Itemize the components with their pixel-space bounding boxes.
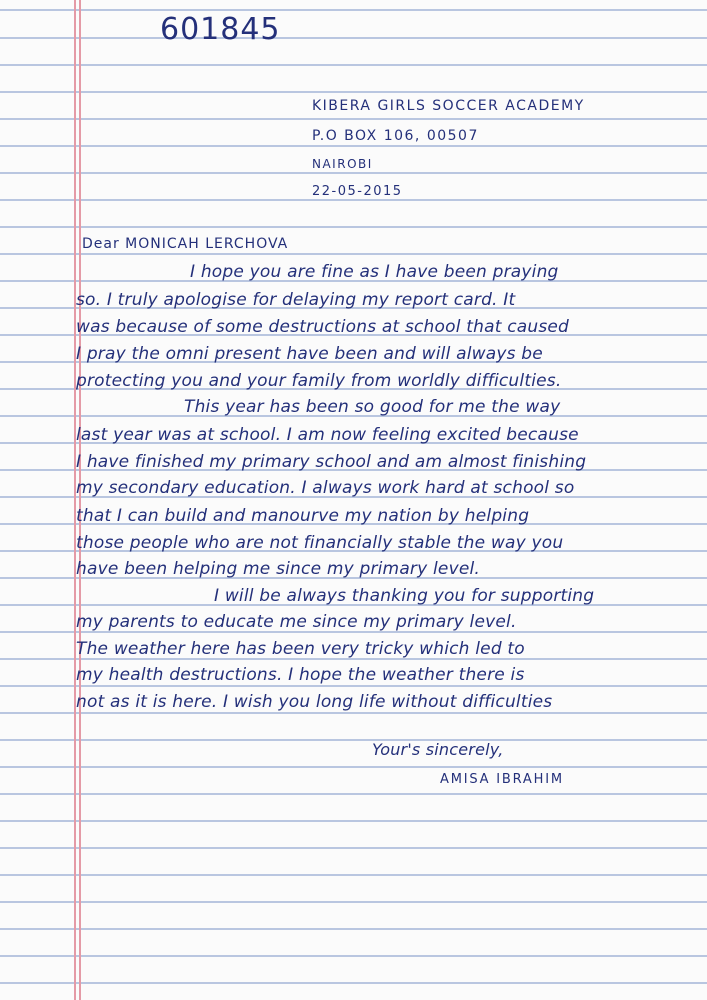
body-line: my parents to educate me since my primary level. [76, 612, 517, 632]
salutation: Dear MONICAH LERCHOVA [82, 236, 289, 252]
body-line: my health destructions. I hope the weather there is [76, 665, 525, 685]
body-line: last year was at school. I am now feeling excited because [76, 425, 579, 445]
body-line: so. I truly apologise for delaying my report card. It [76, 290, 516, 310]
body-line: I will be always thanking you for supporting [214, 586, 595, 606]
address-po-box: P.O BOX 106, 00507 [312, 128, 479, 144]
body-line: This year has been so good for me the way [184, 397, 561, 417]
body-line: my secondary education. I always work hard at school so [76, 478, 575, 498]
address-school-name: KIBERA GIRLS SOCCER ACADEMY [312, 98, 585, 114]
letter-date: 22-05-2015 [312, 184, 403, 199]
address-city: NAIROBI [312, 157, 373, 171]
body-line: those people who are not financially stable the way you [76, 533, 564, 553]
body-line: I hope you are fine as I have been praying [190, 262, 559, 282]
body-line: that I can build and manourve my nation by helping [76, 506, 530, 526]
body-line: I have finished my primary school and am almost finishing [76, 452, 587, 472]
body-line: have been helping me since my primary level. [76, 559, 481, 579]
margin-line-right [79, 0, 81, 1000]
body-line: The weather here has been very tricky which led to [76, 639, 525, 659]
body-line: was because of some destructions at school that caused [76, 317, 570, 337]
signature-name: AMISA IBRAHIM [440, 772, 564, 787]
reference-number: 601845 [160, 12, 281, 47]
body-line: not as it is here. I wish you long life without difficulties [76, 692, 553, 712]
body-line: I pray the omni present have been and will always be [76, 344, 543, 364]
margin-line-left [74, 0, 76, 1000]
closing: Your's sincerely, [372, 740, 504, 759]
body-line: protecting you and your family from worldly difficulties. [76, 371, 562, 391]
